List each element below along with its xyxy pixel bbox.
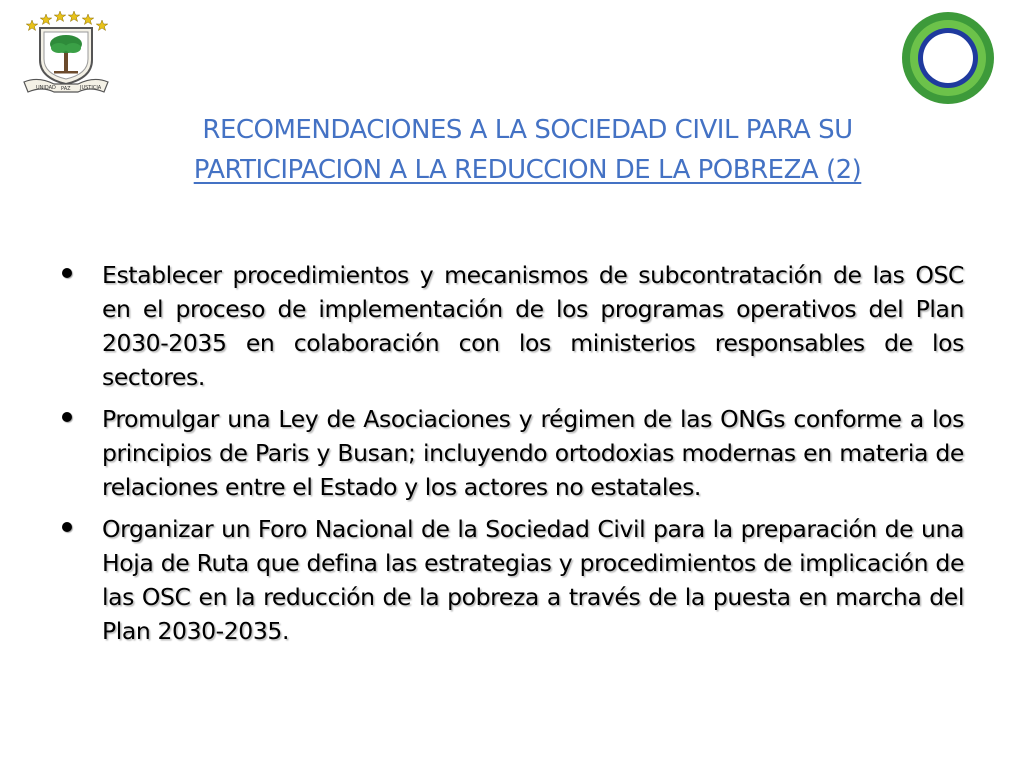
list-item-text: Establecer procedimientos y mecanismos de subcontratación de las OSC en el proceso de implementación de los programas operativos del Plan 2030-2035 en colaboración con los ministerios responsables de los sectores. [102,261,964,391]
bullet-icon [62,268,72,278]
list-item [60,512,964,648]
title-line-1-text: RECOMENDACIONES A LA SOCIEDAD CIVIL PARA SU [202,115,853,145]
list-item-text: Promulgar una Ley de Asociaciones y régimen de las ONGs conforme a los principios de Paris y Busan; incluyendo ortodoxias modernas en materia de relaciones entre el Estado y los actores no estatales. [102,405,964,501]
slide-title [60,110,995,190]
title-line-2 [60,150,995,190]
title-line-1 [60,110,995,150]
svg-text:UNIDAD: UNIDAD [36,85,56,91]
bullet-icon [62,522,72,532]
bullet-icon [62,412,72,422]
svg-text:JUSTICIA: JUSTICIA [80,85,102,91]
svg-text:PAZ: PAZ [61,86,71,92]
list-item [60,258,964,394]
list-item [60,402,964,504]
green-ring-logo-icon [900,10,996,106]
recommendations-list [60,258,964,656]
list-item-text: Organizar un Foro Nacional de la Sociedad Civil para la preparación de una Hoja de Ruta que defina las estrategias y procedimientos de implicación de las OSC en la reducción de la pobreza a través de la puesta en marcha del Plan 2030-2035. [102,515,964,645]
title-line-2-text: PARTICIPACION A LA REDUCCION DE LA POBREZA (2) [193,155,862,185]
coat-of-arms-icon [18,8,114,94]
